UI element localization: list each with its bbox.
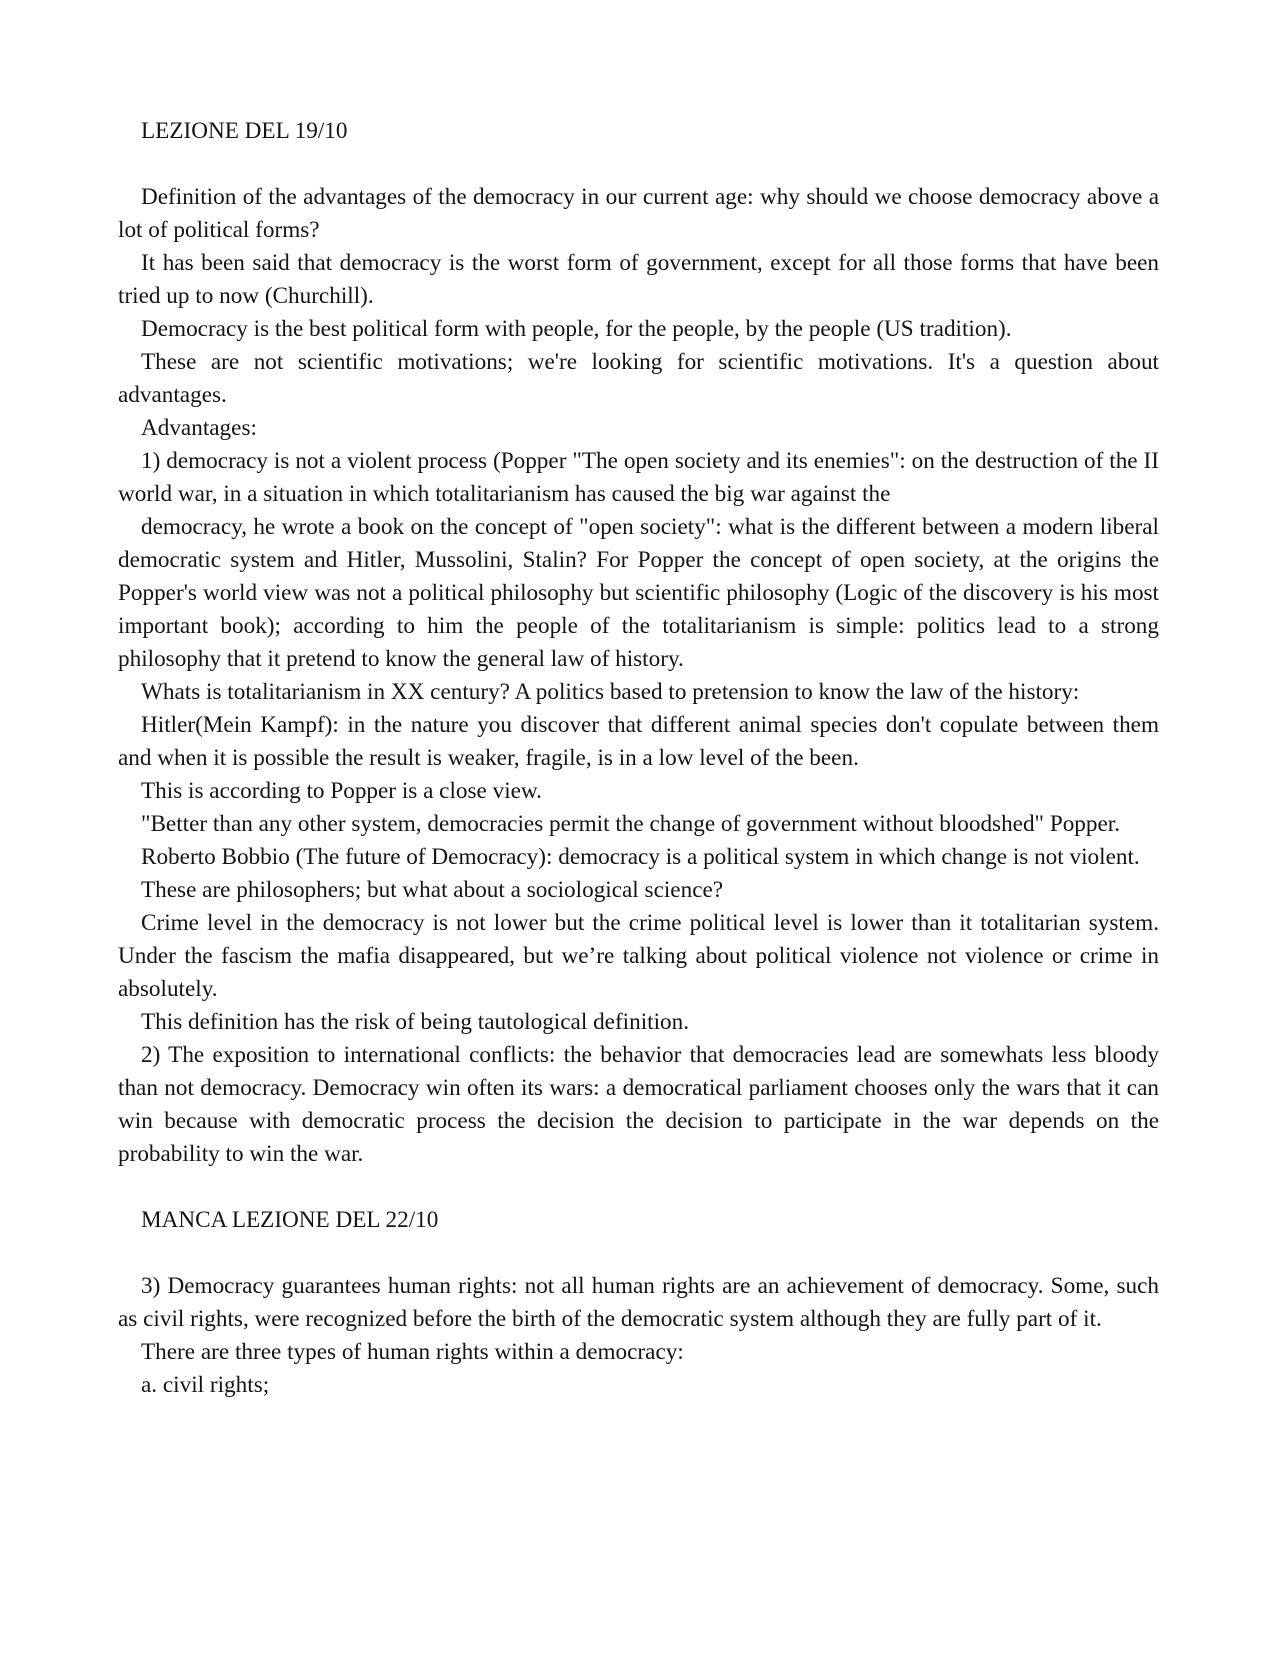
paragraph-open-society: democracy, he wrote a book on the concept of "open society": what is the different between a modern liberal democratic system and Hitler, Mussolini, Stalin? For Popper the concept of open society, at the origins the Popper's world view was not a political philosophy but scientific philosophy (Logic of the discovery is his most important book); according to him the people of the totalitarianism is simple: politics lead to a strong philosophy that it pretend to know the general law of history.	[118, 514, 1159, 672]
paragraph-three-types: There are three types of human rights within a democracy:	[141, 1339, 684, 1365]
paragraph-philosophers: These are philosophers; but what about a sociological science?	[141, 877, 724, 903]
paragraph-tautological: This definition has the risk of being tautological definition.	[141, 1009, 690, 1035]
paragraph-totalitarianism: Whats is totalitarianism in XX century? A politics based to pretension to know the law of the history:	[141, 679, 1080, 705]
document-page	[118, 115, 1159, 1402]
paragraph-scientific-motivations: These are not scientific motivations; we're looking for scientific motivations. It's a question about advantages.	[118, 349, 1159, 408]
paragraph-bobbio: Roberto Bobbio (The future of Democracy): democracy is a political system in which change is not violent.	[141, 844, 1140, 870]
lesson-heading-19-10: LEZIONE DEL 19/10	[141, 118, 348, 144]
paragraph-churchill: It has been said that democracy is the worst form of government, except for all those forms that have been tried up to now (Churchill).	[118, 250, 1159, 309]
paragraph-us-tradition: Democracy is the best political form with people, for the people, by the people (US tradition).	[141, 316, 1012, 342]
lesson-heading-22-10: MANCA LEZIONE DEL 22/10	[141, 1207, 439, 1233]
paragraph-advantage-2: 2) The exposition to international conflicts: the behavior that democracies lead are somewhats less bloody than not democracy. Democracy win often its wars: a democratical parliament chooses only the wars that it can win because with democratic process the decision the decision to participate in the war depends on the probability to win the war.	[118, 1042, 1159, 1167]
paragraph-definition: Definition of the advantages of the democracy in our current age: why should we choose democracy above a lot of political forms?	[118, 184, 1159, 243]
paragraph-advantage-1: 1) democracy is not a violent process (Popper "The open society and its enemies": on the destruction of the II world war, in a situation in which totalitarianism has caused the big war against the	[118, 448, 1159, 507]
paragraph-close-view: This is according to Popper is a close view.	[141, 778, 542, 804]
paragraph-crime-level: Crime level in the democracy is not lower but the crime political level is lower than it totalitarian system. Under the fascism the mafia disappeared, but we’re talking about political violence not violence or crime in absolutely.	[118, 910, 1159, 1002]
list-item-civil-rights: a. civil rights;	[141, 1372, 270, 1398]
paragraph-mein-kampf: Hitler(Mein Kampf): in the nature you discover that different animal species don't copulate between them and when it is possible the result is weaker, fragile, is in a low level of the been.	[118, 712, 1159, 771]
paragraph-popper-quote: "Better than any other system, democracies permit the change of government without bloodshed" Popper.	[141, 811, 1121, 837]
paragraph-advantage-3: 3) Democracy guarantees human rights: not all human rights are an achievement of democracy. Some, such as civil rights, were recognized before the birth of the democratic system although they are fully part of it.	[118, 1273, 1159, 1332]
paragraph-advantages-label: Advantages:	[141, 415, 257, 441]
